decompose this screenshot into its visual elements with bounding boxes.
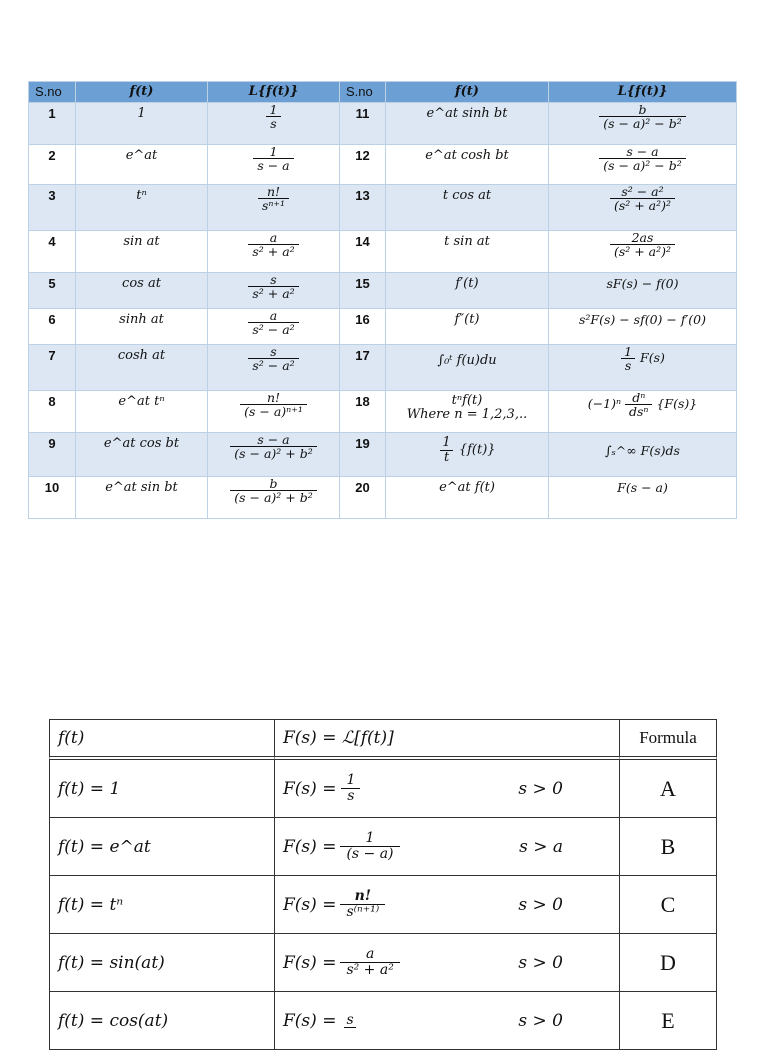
denominator: s² − a² bbox=[248, 358, 298, 372]
function: e^at sinh bt bbox=[386, 103, 549, 145]
header-lt-2: L{f(t)} bbox=[549, 82, 737, 103]
numerator: b bbox=[638, 102, 647, 117]
denominator: s bbox=[621, 358, 635, 372]
row-number: 11 bbox=[340, 103, 386, 145]
condition: s > 0 bbox=[518, 1010, 563, 1031]
numerator: a bbox=[365, 946, 375, 963]
transform-suffix: {F(s)} bbox=[656, 396, 698, 412]
numerator: a bbox=[269, 308, 278, 323]
laplace-table-1 bbox=[28, 81, 737, 519]
denominator: (s − a) bbox=[340, 846, 399, 862]
numerator: 1 bbox=[346, 772, 356, 789]
denominator: s² + a² bbox=[248, 244, 298, 258]
function: ∫₀ᵗ f(u)du bbox=[386, 345, 549, 391]
table-row bbox=[29, 145, 737, 185]
numerator: 1 bbox=[624, 344, 633, 359]
numerator: n! bbox=[266, 390, 281, 405]
formula-letter: B bbox=[619, 818, 717, 876]
function: e^at cos bt bbox=[76, 433, 208, 477]
numerator: s bbox=[270, 344, 277, 359]
function: cos at bbox=[76, 273, 208, 309]
row-number: 20 bbox=[340, 477, 386, 519]
numerator: dⁿ bbox=[632, 390, 646, 405]
fs-lhs: F(s) = bbox=[283, 836, 337, 857]
row-number: 14 bbox=[340, 231, 386, 273]
condition: s > 0 bbox=[518, 952, 563, 973]
numerator: 1 bbox=[269, 102, 278, 117]
table-row bbox=[49, 818, 717, 876]
transform bbox=[208, 231, 340, 273]
row-number: 5 bbox=[29, 273, 76, 309]
function: e^at cosh bt bbox=[386, 145, 549, 185]
table-row bbox=[29, 345, 737, 391]
row-number: 15 bbox=[340, 273, 386, 309]
transform: s²F(s) − sf(0) − f′(0) bbox=[549, 309, 737, 345]
row-number: 4 bbox=[29, 231, 76, 273]
transform bbox=[208, 345, 340, 391]
transform: sF(s) − f(0) bbox=[549, 273, 737, 309]
fs-lhs: F(s) = bbox=[283, 1010, 337, 1031]
table-row bbox=[29, 391, 737, 433]
function: e^at sin bt bbox=[76, 477, 208, 519]
numerator: 2as bbox=[631, 230, 654, 245]
numerator: s − a bbox=[626, 144, 659, 159]
fs-lhs: F(s) = bbox=[283, 778, 337, 799]
function: f(t) = sin(at) bbox=[49, 934, 274, 992]
denominator: (s − a)ⁿ⁺¹ bbox=[240, 404, 307, 418]
function: sin at bbox=[76, 231, 208, 273]
transform bbox=[549, 145, 737, 185]
numerator: 1 bbox=[442, 435, 451, 450]
function: cosh at bbox=[76, 345, 208, 391]
denominator: (s² + a²)² bbox=[610, 198, 675, 212]
numerator: s − a bbox=[257, 432, 290, 447]
denominator bbox=[344, 1027, 356, 1028]
function: t sin at bbox=[386, 231, 549, 273]
numerator: s² − a² bbox=[621, 184, 664, 199]
denominator: s² + a² bbox=[248, 286, 298, 300]
transform-cell bbox=[274, 992, 619, 1050]
transform-cell bbox=[274, 876, 619, 934]
table-row bbox=[29, 185, 737, 231]
table-row bbox=[49, 760, 717, 818]
fs-lhs: F(s) = bbox=[283, 952, 337, 973]
function-line-1: tⁿf(t) bbox=[451, 393, 483, 408]
table-row bbox=[29, 103, 737, 145]
transform-prefix: (−1)ⁿ bbox=[587, 396, 622, 412]
numerator: n! bbox=[354, 888, 371, 905]
function: 1 bbox=[76, 103, 208, 145]
function: f(t) = 1 bbox=[49, 760, 274, 818]
function: f(t) = cos(at) bbox=[49, 992, 274, 1050]
function: e^at f(t) bbox=[386, 477, 549, 519]
header-formula: Formula bbox=[619, 719, 717, 760]
header-sno-2: S.no bbox=[340, 82, 386, 103]
row-number: 12 bbox=[340, 145, 386, 185]
row-number: 10 bbox=[29, 477, 76, 519]
denominator: (s − a)² − b² bbox=[599, 158, 686, 172]
transform bbox=[208, 309, 340, 345]
table1-header-row bbox=[29, 82, 737, 103]
denominator: s² − a² bbox=[248, 322, 298, 336]
function bbox=[386, 433, 549, 477]
condition: s > 0 bbox=[518, 778, 563, 799]
denominator: sⁿ⁺¹ bbox=[258, 198, 289, 212]
table-row bbox=[29, 433, 737, 477]
row-number: 13 bbox=[340, 185, 386, 231]
condition: s > a bbox=[519, 836, 563, 857]
row-number: 16 bbox=[340, 309, 386, 345]
table-row bbox=[29, 273, 737, 309]
row-number: 9 bbox=[29, 433, 76, 477]
row-number: 6 bbox=[29, 309, 76, 345]
row-number: 2 bbox=[29, 145, 76, 185]
transform bbox=[208, 433, 340, 477]
condition: s > 0 bbox=[518, 894, 563, 915]
row-number: 3 bbox=[29, 185, 76, 231]
denominator: (s − a)² + b² bbox=[230, 446, 317, 460]
function: sinh at bbox=[76, 309, 208, 345]
transform bbox=[208, 391, 340, 433]
row-number: 8 bbox=[29, 391, 76, 433]
transform-cell bbox=[274, 934, 619, 992]
row-number: 17 bbox=[340, 345, 386, 391]
denominator: (s² + a²)² bbox=[610, 244, 675, 258]
denominator: s bbox=[266, 116, 280, 130]
laplace-table-2 bbox=[49, 719, 717, 1050]
transform bbox=[549, 391, 737, 433]
table-row bbox=[49, 876, 717, 934]
formula-letter: C bbox=[619, 876, 717, 934]
numerator: s bbox=[346, 1011, 354, 1028]
numerator: a bbox=[269, 230, 278, 245]
transform bbox=[549, 185, 737, 231]
transform bbox=[549, 231, 737, 273]
function-line-2: Where n = 1,2,3,.. bbox=[406, 407, 528, 422]
denominator: s⁽ⁿ⁺¹⁾ bbox=[340, 904, 385, 920]
function: f(t) = tⁿ bbox=[49, 876, 274, 934]
function: f(t) = e^at bbox=[49, 818, 274, 876]
row-number: 18 bbox=[340, 391, 386, 433]
table-row bbox=[29, 231, 737, 273]
transform bbox=[208, 145, 340, 185]
transform bbox=[549, 345, 737, 391]
transform bbox=[208, 477, 340, 519]
header-ft-2: f(t) bbox=[386, 82, 549, 103]
transform-cell bbox=[274, 760, 619, 818]
transform: ∫ₛ^∞ F(s)ds bbox=[549, 433, 737, 477]
header-sno-1: S.no bbox=[29, 82, 76, 103]
function: f″(t) bbox=[386, 309, 549, 345]
row-number: 7 bbox=[29, 345, 76, 391]
transform-cell bbox=[274, 818, 619, 876]
numerator: 1 bbox=[365, 830, 375, 847]
numerator: s bbox=[270, 272, 277, 287]
fs-lhs: F(s) = bbox=[283, 894, 337, 915]
header-lt-1: L{f(t)} bbox=[208, 82, 340, 103]
row-number: 19 bbox=[340, 433, 386, 477]
header-fs: F(s) = ℒ[f(t)] bbox=[274, 719, 619, 760]
table-row bbox=[29, 477, 737, 519]
transform-suffix: F(s) bbox=[640, 350, 665, 366]
transform bbox=[208, 103, 340, 145]
transform: F(s − a) bbox=[549, 477, 737, 519]
table-row bbox=[49, 992, 717, 1050]
row-number: 1 bbox=[29, 103, 76, 145]
function: e^at bbox=[76, 145, 208, 185]
denominator: dsⁿ bbox=[625, 404, 652, 418]
table2-header-row bbox=[49, 719, 717, 760]
header-ft-1: f(t) bbox=[76, 82, 208, 103]
denominator: t bbox=[440, 450, 453, 465]
denominator: s − a bbox=[253, 158, 293, 172]
function: tⁿ bbox=[76, 185, 208, 231]
formula-letter: D bbox=[619, 934, 717, 992]
function: t cos at bbox=[386, 185, 549, 231]
function-suffix: {f(t)} bbox=[458, 442, 496, 458]
denominator: (s − a)² − b² bbox=[599, 116, 686, 130]
table-row bbox=[49, 934, 717, 992]
function bbox=[386, 391, 549, 433]
formula-letter: E bbox=[619, 992, 717, 1050]
formula-letter: A bbox=[619, 760, 717, 818]
transform bbox=[208, 273, 340, 309]
numerator: b bbox=[269, 476, 278, 491]
denominator: (s − a)² + b² bbox=[230, 490, 317, 504]
function: e^at tⁿ bbox=[76, 391, 208, 433]
function: f′(t) bbox=[386, 273, 549, 309]
numerator: n! bbox=[266, 184, 281, 199]
numerator: 1 bbox=[269, 144, 278, 159]
denominator: s² + a² bbox=[340, 962, 399, 978]
denominator: s bbox=[341, 788, 360, 804]
header-ft: f(t) bbox=[49, 719, 274, 760]
table-row bbox=[29, 309, 737, 345]
transform bbox=[549, 103, 737, 145]
transform bbox=[208, 185, 340, 231]
